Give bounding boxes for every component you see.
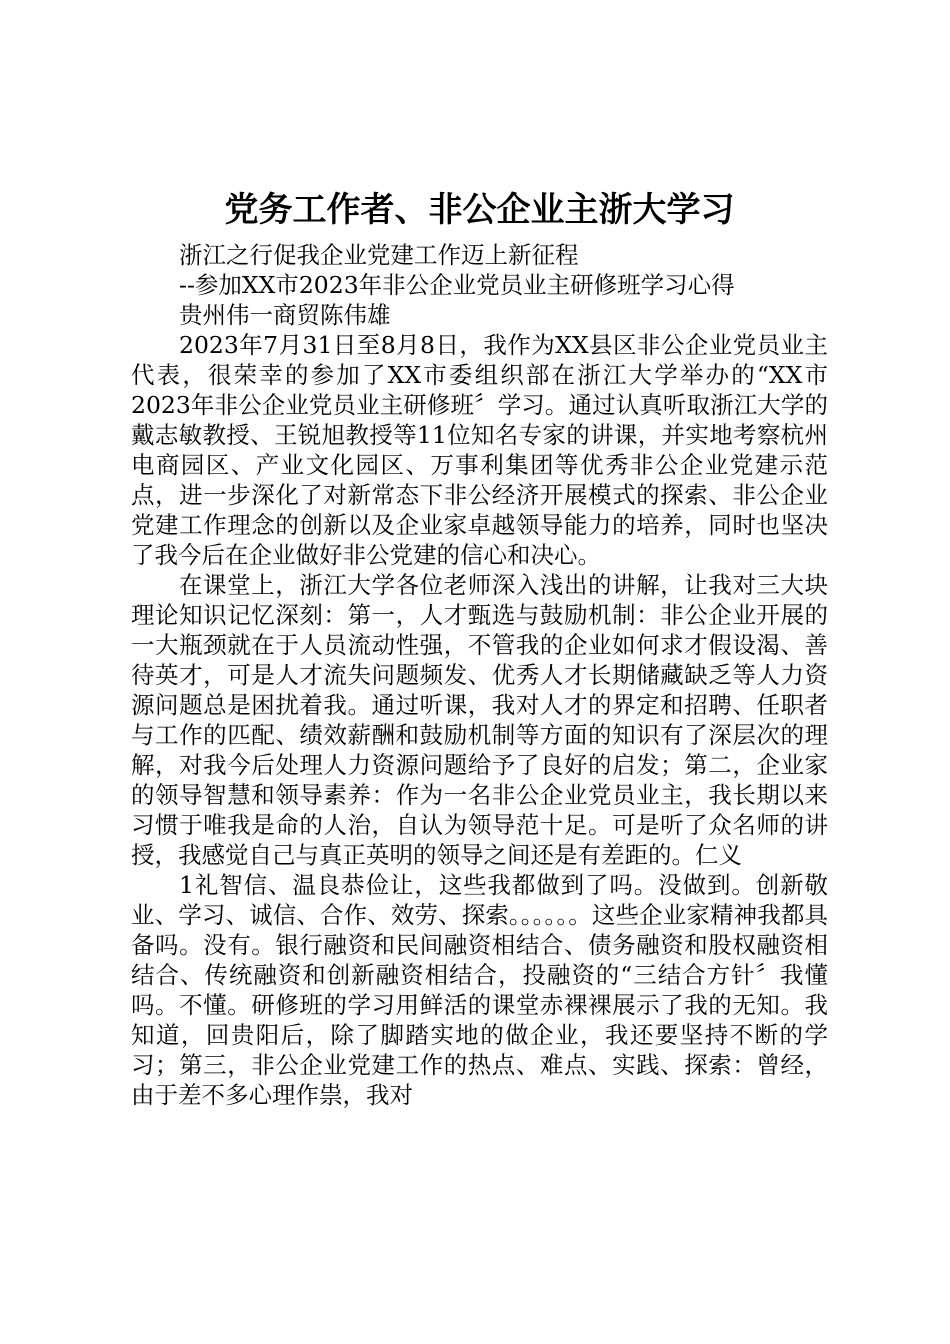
body-paragraph-3: 1礼智信、温良恭俭让，这些我都做到了吗。没做到。创新敬业、学习、诚信、合作、效劳、探索。。。。。。这些企业家精神我都具备吗。没有。银行融资和民间融资相结合、债务融资和股权融资相结合、传统融资和创新融资相结合，投融资的“三结合方针〞我懂吗。不懂。研修班的学习用鲜活的课堂赤裸裸展示了我的无知。我知道，回贵阳后，除了脚踏实地的做企业，我还要坚持不断的学习；第三，非公企业党建工作的热点、难点、实践、探索：曾经，由于差不多心理作祟，我对 [131,871,828,1109]
body-paragraph-1: 2023年7月31日至8月8日，我作为XX县区非公企业党员业主代表，很荣幸的参加了XX市委组织部在浙江大学举办的“XX市2023年非公企业党员业主研修班〞学习。通过认真听取浙江大学的戴志敏教授、王锐旭教授等11位知名专家的讲课，并实地考察杭州电商园区、产业文化园区、万事利集团等优秀非公企业党建示范点，进一步深化了对新常态下非公经济开展模式的探索、非公企业党建工作理念的创新以及企业家卓越领导能力的培养，同时也坚决了我今后在企业做好非公党建的信心和决心。 [131,331,828,569]
document-title: 党务工作者、非公企业主浙大学习 [224,190,735,230]
document-author: 贵州伟一商贸陈伟雄 [179,301,391,329]
body-paragraph-2: 在课堂上，浙江大学各位老师深入浅出的讲解，让我对三大块理论知识记忆深刻：第一，人才甄选与鼓励机制：非公企业开展的一大瓶颈就在于人员流动性强，不管我的企业如何求才假设渴、善待英才，可是人才流失问题频发、优秀人才长期储藏缺乏等人力资源问题总是困扰着我。通过听课，我对人才的界定和招聘、任职者与工作的匹配、绩效薪酬和鼓励机制等方面的知识有了深层次的理解，对我今后处理人力资源问题给予了良好的启发；第二，企业家的领导智慧和领导素养：作为一名非公企业党员业主，我长期以来习惯于唯我是命的人治，自认为领导范十足。可是听了众名师的讲授，我感觉自己与真正英明的领导之间还是有差距的。仁义 [131,571,828,869]
document-subtitle-secondary: --参加XX市2023年非公企业党员业主研修班学习心得 [179,271,735,299]
document-page [131,180,828,1110]
document-subtitle: 浙江之行促我企业党建工作迈上新征程 [179,241,579,269]
